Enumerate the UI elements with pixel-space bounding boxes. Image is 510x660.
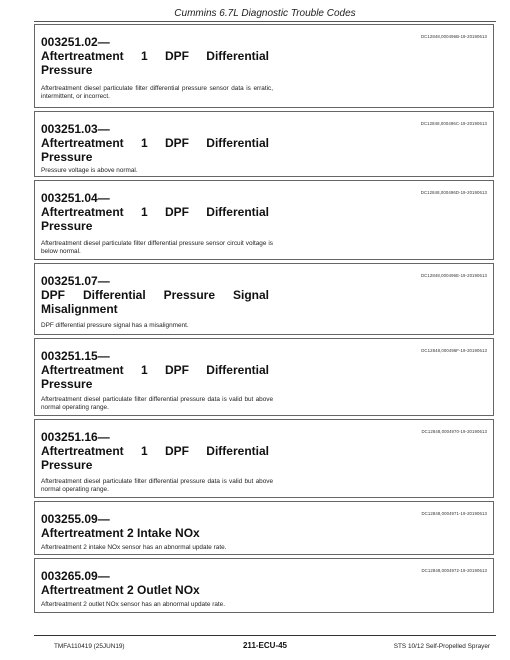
dtc-section [34,111,494,177]
dtc-description: DPF differential pressure signal has a misalignment. [41,322,189,329]
dtc-title: Aftertreatment 1 DPF Differential Pressure [41,205,269,233]
dtc-section [34,558,494,613]
dtc-description: Aftertreatment diesel particulate filter differential pressure data is valid but above normal operating range. [41,396,273,411]
footer-product-name: STS 10/12 Self-Propelled Sprayer [393,643,490,650]
dtc-code: 003251.03— [41,122,110,136]
dtc-reference-id: DC12848,000496D-19-20190613 [420,190,487,195]
dtc-section [34,338,494,416]
page-header-title: Cummins 6.7L Diagnostic Trouble Codes [174,8,356,19]
dtc-section [34,263,494,335]
dtc-description: Aftertreatment diesel particulate filter differential pressure data is valid but above normal operating range. [41,478,273,493]
dtc-code: 003251.04— [41,191,110,205]
dtc-title: DPF Differential Pressure Signal Misalignment [41,288,269,316]
dtc-description: Aftertreatment diesel particulate filter differential pressure sensor data is erratic, intermittent, or incorrect. [41,85,273,100]
dtc-code: 003251.02— [41,35,110,49]
dtc-reference-id: DC12848,000496E-19-20190613 [420,273,487,278]
dtc-title: Aftertreatment 1 DPF Differential Pressure [41,136,269,164]
dtc-reference-id: DC12848,0004970-19-20190613 [421,429,487,434]
manual-page [34,0,496,660]
dtc-reference-id: DC12848,0004971-19-20190613 [421,511,487,516]
dtc-reference-id: DC12848,000496C-19-20190613 [420,121,487,126]
dtc-section [34,24,494,108]
dtc-title: Aftertreatment 1 DPF Differential Pressure [41,49,269,77]
dtc-code: 003265.09— [41,569,110,583]
dtc-code: 003251.07— [41,274,110,288]
dtc-section [34,419,494,498]
dtc-title: Aftertreatment 1 DPF Differential Pressure [41,444,269,472]
footer-document-id: TMFA110419 (25JUN19) [54,643,125,650]
dtc-title: Aftertreatment 2 Outlet NOx [41,583,200,597]
dtc-description: Aftertreatment 2 outlet NOx sensor has an abnormal update rate. [41,601,226,608]
dtc-description: Aftertreatment diesel particulate filter differential pressure sensor circuit voltage is below normal. [41,240,273,255]
dtc-reference-id: DC12848,000496B-19-20190613 [420,34,487,39]
header-divider [34,21,496,22]
dtc-code: 003251.16— [41,430,110,444]
dtc-section [34,501,494,555]
dtc-section [34,180,494,260]
dtc-title: Aftertreatment 1 DPF Differential Pressure [41,363,269,391]
dtc-reference-id: DC12848,000496F-19-20190613 [421,348,487,353]
dtc-description: Pressure voltage is above normal. [41,167,138,174]
dtc-reference-id: DC12848,0004972-19-20190613 [421,568,487,573]
dtc-code: 003255.09— [41,512,110,526]
dtc-code: 003251.15— [41,349,110,363]
footer-page-number: 211-ECU-45 [242,641,288,650]
footer-divider [34,635,496,636]
dtc-title: Aftertreatment 2 Intake NOx [41,526,200,540]
dtc-description: Aftertreatment 2 intake NOx sensor has an abnormal update rate. [41,544,227,551]
